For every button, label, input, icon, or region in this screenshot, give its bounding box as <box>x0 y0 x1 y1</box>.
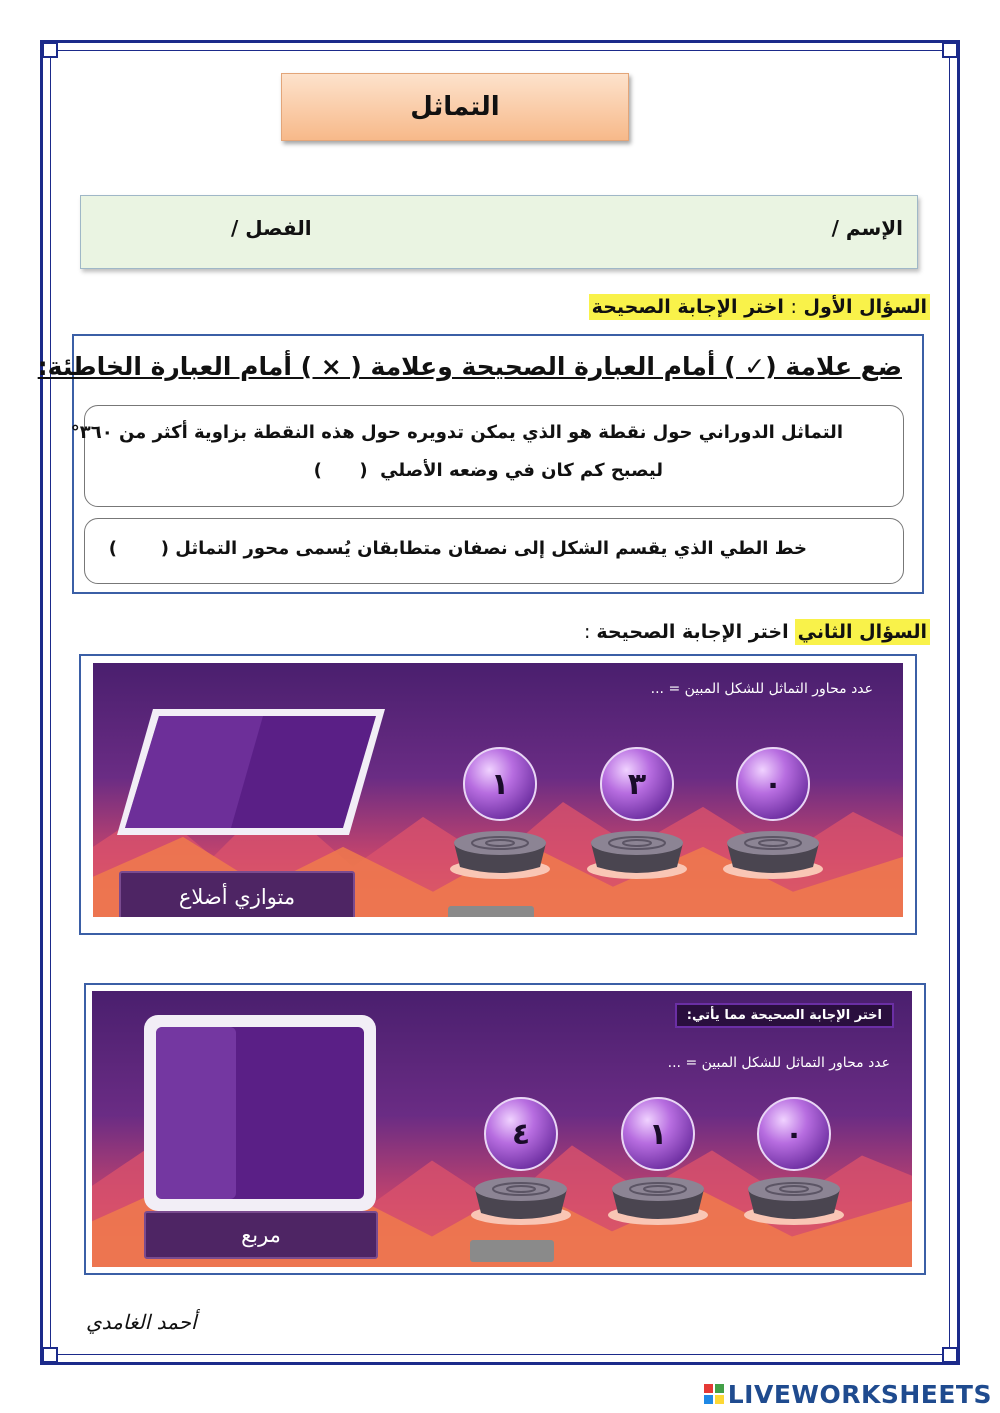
game2-prompt: عدد محاور التماثل للشكل المبين = ... <box>667 1055 890 1071</box>
student-info-box <box>80 195 918 269</box>
submit-button[interactable] <box>470 1240 554 1262</box>
frame-corner <box>942 1347 958 1363</box>
pedestal-icon <box>583 825 691 881</box>
question1-box <box>37 334 924 594</box>
answer-option-3[interactable]: ٠ <box>757 1097 831 1171</box>
worksheet-title: التماثل <box>281 73 629 141</box>
question2-heading: السؤال الثاني اختر الإجابة الصحيحة : <box>584 619 930 645</box>
answer-option-1[interactable]: ٤ <box>484 1097 558 1171</box>
author-signature: أحمد الغامدي <box>86 1310 197 1334</box>
game2-panel <box>92 991 912 1267</box>
class-label: الفصل / <box>231 216 312 240</box>
question2-label: السؤال الثاني <box>795 619 930 645</box>
game1-prompt: عدد محاور التماثل للشكل المبين = ... <box>650 681 873 697</box>
liveworksheets-logo[interactable] <box>704 1378 992 1410</box>
pedestal-icon <box>467 1171 575 1227</box>
game2-header: اختر الإجابة الصحيحة مما يأتي: <box>675 1003 894 1028</box>
game2-shape-label: مربع <box>144 1211 378 1259</box>
frame-corner <box>42 42 58 58</box>
parallelogram-shape <box>113 703 389 843</box>
pedestal-icon <box>446 825 554 881</box>
question1-label: السؤال الأول : اختر الإجابة الصحيحة <box>589 294 930 320</box>
pedestal-icon <box>719 825 827 881</box>
answer-option-2[interactable]: ٣ <box>600 747 674 821</box>
name-label: الإسم / <box>831 216 903 240</box>
question1-directive: ضع علامة (✓ ) أمام العبارة الصحيحة وعلامة ( × ) أمام العبارة الخاطئة: <box>37 352 902 381</box>
question1-heading <box>589 294 930 320</box>
statement-1[interactable] <box>70 405 904 507</box>
pedestal-icon <box>604 1171 712 1227</box>
answer-option-2[interactable]: ١ <box>621 1097 695 1171</box>
game1-shape-label: متوازي أضلاع <box>119 871 355 917</box>
frame-corner <box>42 1347 58 1363</box>
game1-panel <box>93 663 903 917</box>
pedestal-icon <box>740 1171 848 1227</box>
frame-corner <box>942 42 958 58</box>
statement-2-line1: خط الطي الذي يقسم الشكل إلى نصفان متطابقان يُسمى محور التماثل ( ) <box>108 538 807 559</box>
answer-option-3[interactable]: ٠ <box>736 747 810 821</box>
statement-1-line1: التماثل الدوراني حول نقطة هو الذي يمكن تدويره حول هذه النقطة بزاوية أكثر من ٣٦٠° <box>70 422 843 443</box>
submit-button[interactable] <box>448 906 534 917</box>
question2-instruction: اختر الإجابة الصحيحة <box>596 621 789 643</box>
logo-grid-icon <box>704 1384 724 1404</box>
statement-1-line2: ليصبح كم كان في وضعه الأصلي ( ) <box>313 460 663 481</box>
answer-option-1[interactable]: ١ <box>463 747 537 821</box>
statement-2[interactable] <box>84 518 904 584</box>
brand-name: LIVEWORKSHEETS <box>727 1379 992 1409</box>
square-shape <box>142 1013 378 1213</box>
